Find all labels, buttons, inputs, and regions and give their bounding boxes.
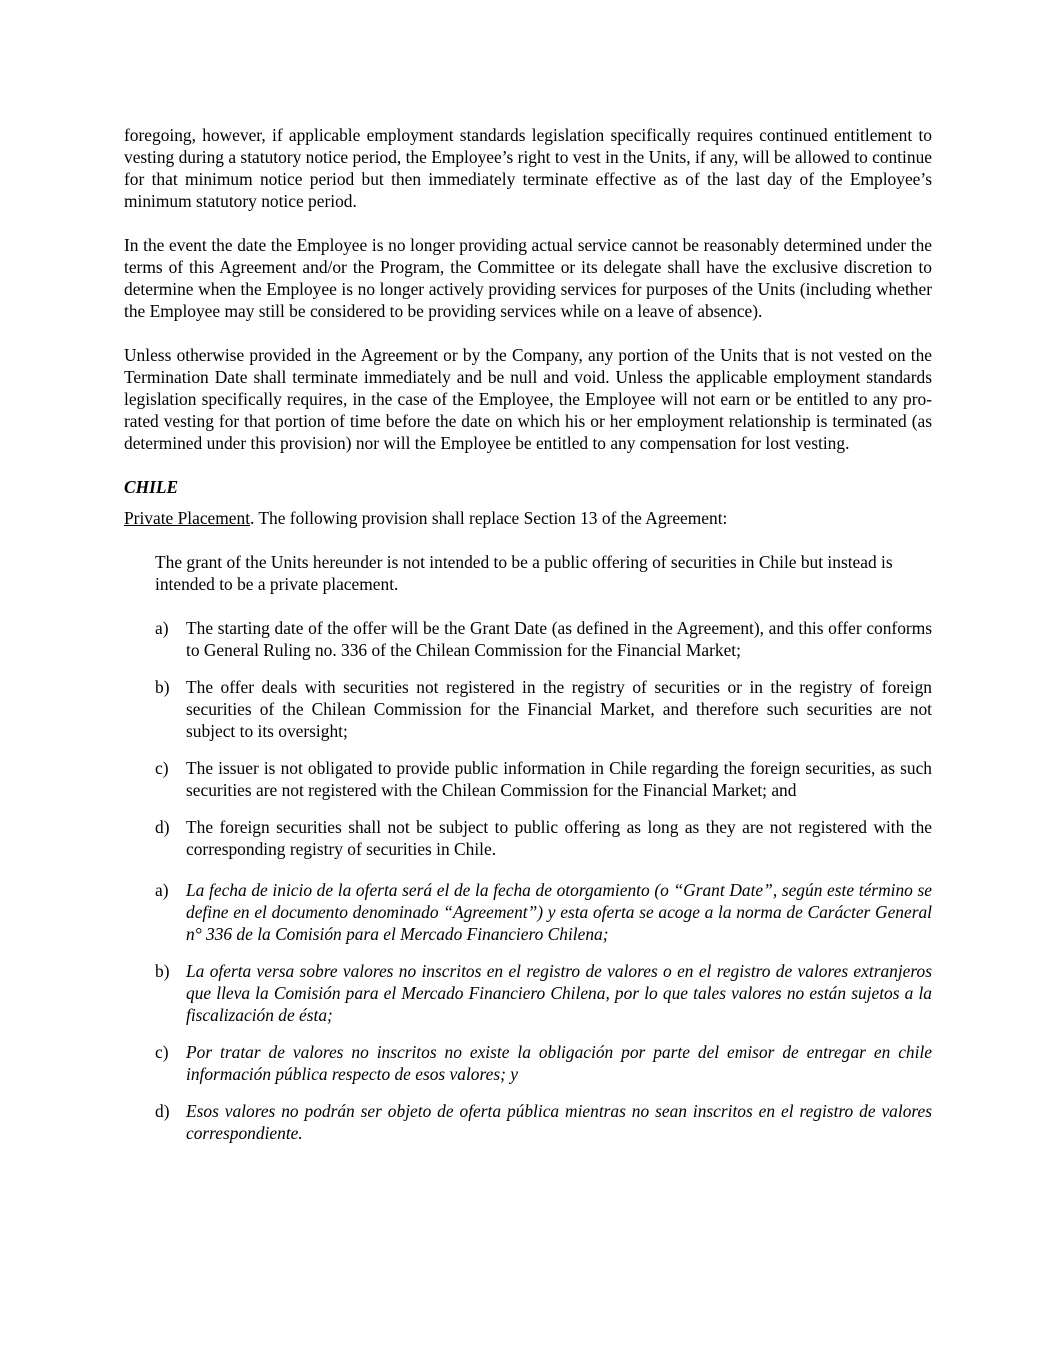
paragraph-service-determination: In the event the date the Employee is no longer providing actual service cannot be reasonably determined under the terms of this Agreement and/or the Program, the Committee or its delegate shall have the exclusive discretion to determine when the Employee is no longer actively providing services for purposes of the Units (including whether the Employee may still be considered to be providing services while on a leave of absence). <box>124 235 932 321</box>
list-item-text: The starting date of the offer will be the Grant Date (as defined in the Agreement), and this offer conforms to General Ruling no. 336 of the Chilean Commission for the Financial Market; <box>186 618 932 660</box>
english-list <box>155 617 932 860</box>
list-item-text: The offer deals with securities not registered in the registry of securities or in the registry of foreign securities of the Chilean Commission for the Financial Market, and therefore such securities are not subject to its oversight; <box>186 677 932 741</box>
list-item <box>155 1041 932 1085</box>
list-marker: b) <box>155 677 170 697</box>
list-marker: d) <box>155 1101 170 1121</box>
subheading-underlined: Private Placement <box>124 508 251 528</box>
list-marker: a) <box>155 618 169 638</box>
list-item-text: Por tratar de valores no inscritos no existe la obligación por parte del emisor de entregar en chile información pública respecto de esos valores; y <box>186 1042 932 1084</box>
paragraph-termination: Unless otherwise provided in the Agreement or by the Company, any portion of the Units that is not vested on the Termination Date shall terminate immediately and be null and void. Unless the applicable employment standards legislation specifically requires, in the case of the Employee, the Employee will not earn or be entitled to any pro-rated vesting for that portion of time before the date on which his or her employment relationship is terminated (as determined under this provision) nor will the Employee be entitled to any compensation for lost vesting. <box>124 345 932 453</box>
subheading-rest: . The following provision shall replace Section 13 of the Agreement: <box>250 508 728 528</box>
list-marker: a) <box>155 880 169 900</box>
section-heading-chile: CHILE <box>124 477 179 497</box>
list-item <box>155 676 932 742</box>
list-item <box>155 879 932 945</box>
list-item-text: The foreign securities shall not be subject to public offering as long as they are not registered with the corresponding registry of securities in Chile. <box>186 817 932 859</box>
subheading-private-placement <box>124 507 932 529</box>
list-item-text: Esos valores no podrán ser objeto de oferta pública mientras no sean inscritos en el registro de valores correspondiente. <box>186 1101 932 1143</box>
list-item <box>155 757 932 801</box>
private-placement-intro: The grant of the Units hereunder is not intended to be a public offering of securities in Chile but instead is intended to be a private placement. <box>155 552 893 594</box>
list-item <box>155 816 932 860</box>
list-item <box>155 617 932 661</box>
list-item <box>155 960 932 1026</box>
list-marker: d) <box>155 817 170 837</box>
list-marker: c) <box>155 1042 169 1062</box>
list-item-text: The issuer is not obligated to provide public information in Chile regarding the foreign securities, as such securities are not registered with the Chilean Commission for the Financial Market; and <box>186 758 932 800</box>
list-item <box>155 1100 932 1144</box>
spanish-list <box>155 879 932 1144</box>
list-marker: b) <box>155 961 170 981</box>
list-item-text: La oferta versa sobre valores no inscritos en el registro de valores o en el registro de valores extranjeros que lleva la Comisión para el Mercado Financiero Chilena, por lo que tales valores no están sujetos a la fiscalización de ésta; <box>186 961 932 1025</box>
paragraph-vesting-notice: foregoing, however, if applicable employment standards legislation specifically requires continued entitlement to vesting during a statutory notice period, the Employee’s right to vest in the Units, if any, will be allowed to continue for that minimum notice period but then immediately terminate effective as of the last day of the Employee’s minimum statutory notice period. <box>124 125 932 211</box>
list-marker: c) <box>155 758 169 778</box>
list-item-text: La fecha de inicio de la oferta será el de la fecha de otorgamiento (o “Grant Date”, según este término se define en el documento denominado “Agreement”) y esta oferta se acoge a la norma de Carácter General n° 336 de la Comisión para el Mercado Financiero Chilena; <box>186 880 932 944</box>
document-page <box>124 124 932 1159</box>
